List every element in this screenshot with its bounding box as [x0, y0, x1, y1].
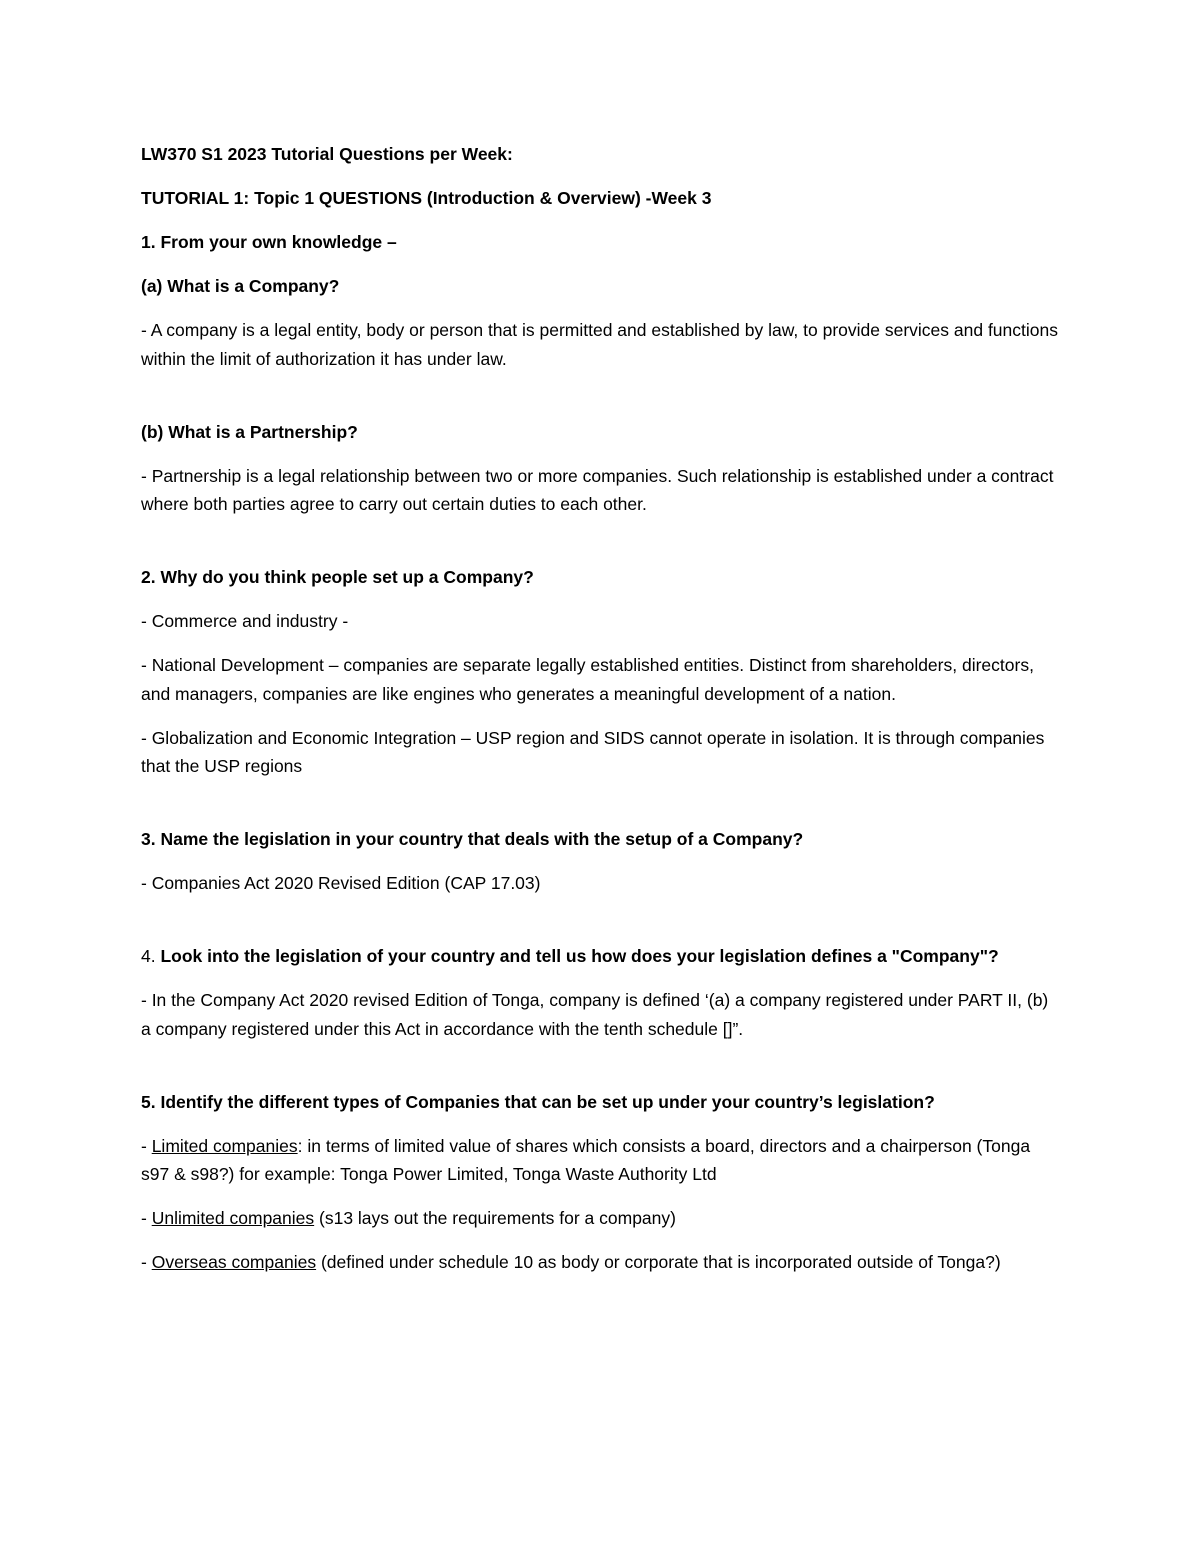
company-type-term: Overseas companies: [151, 1252, 317, 1272]
bullet-prefix: -: [141, 1135, 152, 1156]
document-body: [141, 140, 1061, 1292]
answer-3: - Companies Act 2020 Revised Edition (CAP 17.03): [141, 873, 541, 893]
question-1a: (a) What is a Company?: [141, 276, 340, 296]
question-1b: (b) What is a Partnership?: [141, 421, 358, 442]
spacer: [141, 913, 1061, 942]
spacer: [141, 796, 1061, 825]
company-type-description: (s13 lays out the requirements for a company): [314, 1208, 676, 1228]
company-type-term: Unlimited companies: [151, 1208, 315, 1228]
answer-2-item: - National Development – companies are separate legally established entities. Distinct from shareholders, directors, and managers, companies are like engines who generates a meaningful development of a nation.: [141, 655, 1034, 704]
answer-2-item: - Globalization and Economic Integration – USP region and SIDS cannot operate in isolation. It is through companies that the USP regions: [141, 727, 1045, 776]
document-title: LW370 S1 2023 Tutorial Questions per Week:: [141, 144, 513, 164]
answer-1a: - A company is a legal entity, body or person that is permitted and established by law, to provide services and functions within the limit of authorization it has under law.: [141, 320, 1058, 369]
bullet-prefix: -: [141, 1208, 152, 1228]
answer-5-item: [141, 1204, 1061, 1233]
spacer: [141, 389, 1061, 418]
question-2: 2. Why do you think people set up a Company?: [141, 567, 534, 587]
answer-5-item: [141, 1132, 1061, 1189]
question-1: 1. From your own knowledge –: [141, 232, 397, 252]
question-4: [141, 942, 1061, 971]
bullet-prefix: -: [141, 1252, 152, 1272]
spacer: [141, 1059, 1061, 1088]
company-type-description: : in terms of limited value of shares which consists a board, directors and a chairperson (Tonga s97 & s98?) for example: Tonga Power Limited, Tonga Waste Authority Ltd: [141, 1135, 1031, 1184]
answer-2-item: - Commerce and industry -: [141, 611, 349, 631]
question-4-text: Look into the legislation of your country and tell us how does your legislation defines a "Company"?: [160, 946, 999, 966]
question-3: 3. Name the legislation in your country that deals with the setup of a Company?: [141, 829, 804, 849]
answer-5-item: [141, 1248, 1061, 1277]
company-type-term: Limited companies: [151, 1135, 298, 1156]
question-4-number: 4.: [141, 946, 156, 966]
answer-4: - In the Company Act 2020 revised Edition of Tonga, company is defined ‘(a) a company registered under PART II, (b) a company registered under this Act in accordance with the tenth schedule []”.: [141, 990, 1049, 1039]
tutorial-heading: TUTORIAL 1: Topic 1 QUESTIONS (Introduction & Overview) -Week 3: [141, 188, 712, 208]
answer-1b: - Partnership is a legal relationship between two or more companies. Such relationship is established under a contract where both parties agree to carry out certain duties to each other.: [141, 465, 1054, 514]
spacer: [141, 534, 1061, 563]
company-type-description: (defined under schedule 10 as body or corporate that is incorporated outside of Tonga?): [316, 1252, 1001, 1272]
question-5: 5. Identify the different types of Companies that can be set up under your country’s legislation?: [141, 1091, 935, 1112]
